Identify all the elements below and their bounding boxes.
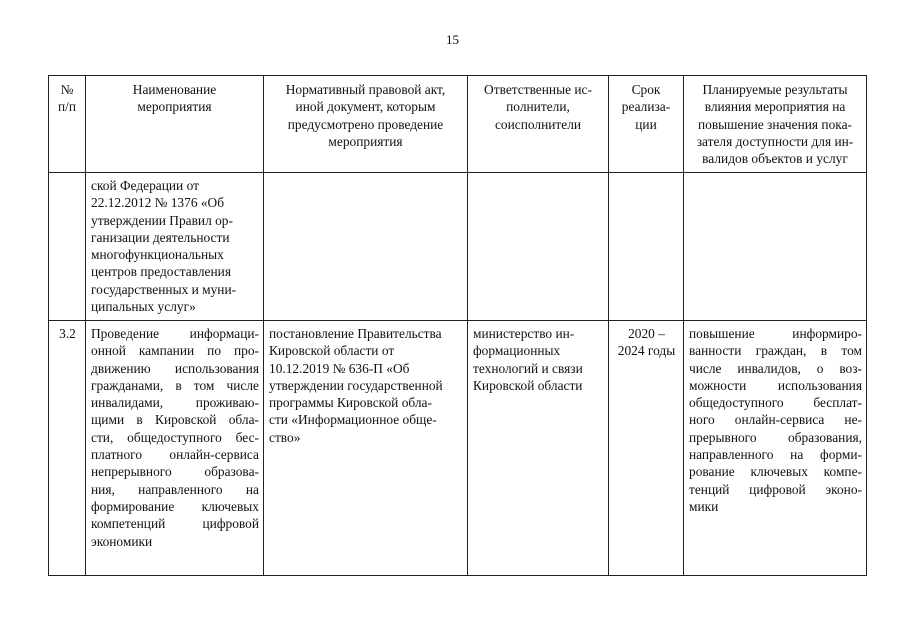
cell-text-line: мероприятия — [137, 99, 212, 115]
row2-responsible — [468, 321, 609, 576]
cell-text-line: п/п — [57, 99, 77, 115]
row2-term — [609, 321, 684, 576]
cell-text-line: сти, общедоступного бес- — [91, 429, 259, 445]
cell-text-line: 22.12.2012 № 1376 «Об — [91, 195, 225, 211]
cell-text-line: числе инвалидов, о воз- — [689, 360, 862, 376]
cell-text-line: общедоступного бесплат- — [689, 395, 862, 411]
cell-text-line: ции — [635, 116, 657, 132]
row1-result — [684, 173, 867, 321]
cell-text-line: сти «Информационное обще- — [269, 412, 437, 428]
row1-name — [86, 173, 264, 321]
row1-responsible — [468, 173, 609, 321]
table-row — [49, 321, 867, 576]
cell-text-line: ного онлайн-сервиса не- — [689, 412, 862, 428]
header-result — [684, 76, 867, 173]
cell-text-line: онной кампании по про- — [91, 343, 259, 359]
row2-name — [86, 321, 264, 576]
cell-text-line: направленного на форми- — [689, 447, 862, 463]
cell-text-line: повышение значения пока- — [697, 116, 852, 132]
cell-text-line: ния, направленного на — [91, 481, 259, 497]
cell-text-line: соисполнители — [494, 116, 582, 132]
cell-text-line: 10.12.2019 № 636-П «Об — [269, 360, 410, 376]
measures-table — [48, 75, 867, 576]
cell-text-line: прерывного образования, — [689, 429, 862, 445]
row2-num: 3.2 — [49, 321, 86, 576]
cell-text-line: непрерывного образова- — [91, 464, 259, 480]
cell-text-line: ципальных услуг» — [91, 299, 196, 315]
cell-text-line: постановление Правительства — [269, 326, 442, 341]
cell-text-line: Ответственные ис- — [484, 82, 592, 97]
table-header-row — [49, 76, 867, 173]
header-term — [609, 76, 684, 173]
cell-text-line: Кировской области от — [269, 343, 395, 359]
cell-text-line: Наименование — [132, 82, 217, 97]
cell-text-line: утверждении государственной — [269, 377, 443, 393]
cell-text-line: полнители, — [506, 99, 570, 115]
cell-text-line: реализа- — [621, 99, 671, 115]
cell-text-line: экономики — [91, 533, 153, 549]
cell-text-line: Срок — [631, 82, 661, 97]
page-number: 15 — [446, 32, 459, 47]
row1-term — [609, 173, 684, 321]
row2-result — [684, 321, 867, 576]
cell-text-line: утверждении Правил ор- — [91, 212, 233, 228]
cell-text-line: министерство ин- — [473, 326, 575, 341]
cell-text-line: щими в Кировской обла- — [91, 412, 259, 428]
cell-text-line: мики — [689, 498, 719, 514]
cell-text-line: технологий и связи — [473, 360, 583, 376]
cell-text-line: формационных — [473, 343, 561, 359]
cell-text-line: тенций цифровой эконо- — [689, 481, 862, 497]
cell-text-line: иной документ, которым — [295, 99, 436, 115]
header-act — [264, 76, 468, 173]
cell-text-line: ской Федерации от — [91, 178, 199, 193]
cell-text-line: Кировской области — [473, 377, 583, 393]
table-row — [49, 173, 867, 321]
row1-num — [49, 173, 86, 321]
header-responsible — [468, 76, 609, 173]
cell-text-line: программы Кировской обла- — [269, 395, 432, 411]
cell-text-line: Нормативный правовой акт, — [285, 82, 446, 97]
cell-text-line: Проведение информаци- — [91, 326, 259, 341]
cell-text-line: № — [60, 82, 74, 97]
cell-text-line: формирование ключевых — [91, 498, 259, 514]
cell-text-line: можности использования — [689, 377, 862, 393]
cell-text-line: гражданами, в том числе — [91, 377, 259, 393]
cell-text-line: повышение информиро- — [689, 326, 862, 341]
cell-text-line: 2024 годы — [617, 343, 676, 359]
cell-text-line: Планируемые результаты — [702, 82, 848, 97]
cell-text-line: государственных и муни- — [91, 281, 237, 297]
cell-text-line: ганизации деятельности — [91, 229, 230, 245]
cell-text-line: компетенций цифровой — [91, 516, 259, 532]
header-name — [86, 76, 264, 173]
cell-text-line: инвалидами, проживаю- — [91, 395, 259, 411]
cell-text-line: мероприятия — [328, 133, 403, 149]
cell-text-line: 2020 – — [628, 326, 665, 341]
cell-text-line: центров предоставления — [91, 264, 231, 280]
header-num — [49, 76, 86, 173]
cell-text-line: многофункциональных — [91, 247, 224, 263]
row1-act — [264, 173, 468, 321]
cell-text-line: ванности граждан, в том — [689, 343, 862, 359]
cell-text-line: платного онлайн-сервиса — [91, 447, 259, 463]
row2-act — [264, 321, 468, 576]
cell-text-line: движению использования — [91, 360, 259, 376]
cell-text-line: рование ключевых компе- — [689, 464, 862, 480]
cell-text-line: валидов объектов и услуг — [702, 151, 848, 167]
cell-text-line: предусмотрено проведение — [287, 116, 444, 132]
cell-text-line: ство» — [269, 429, 301, 445]
cell-text-line: зателя доступности для ин- — [696, 133, 854, 149]
cell-text-line: влияния мероприятия на — [704, 99, 846, 115]
